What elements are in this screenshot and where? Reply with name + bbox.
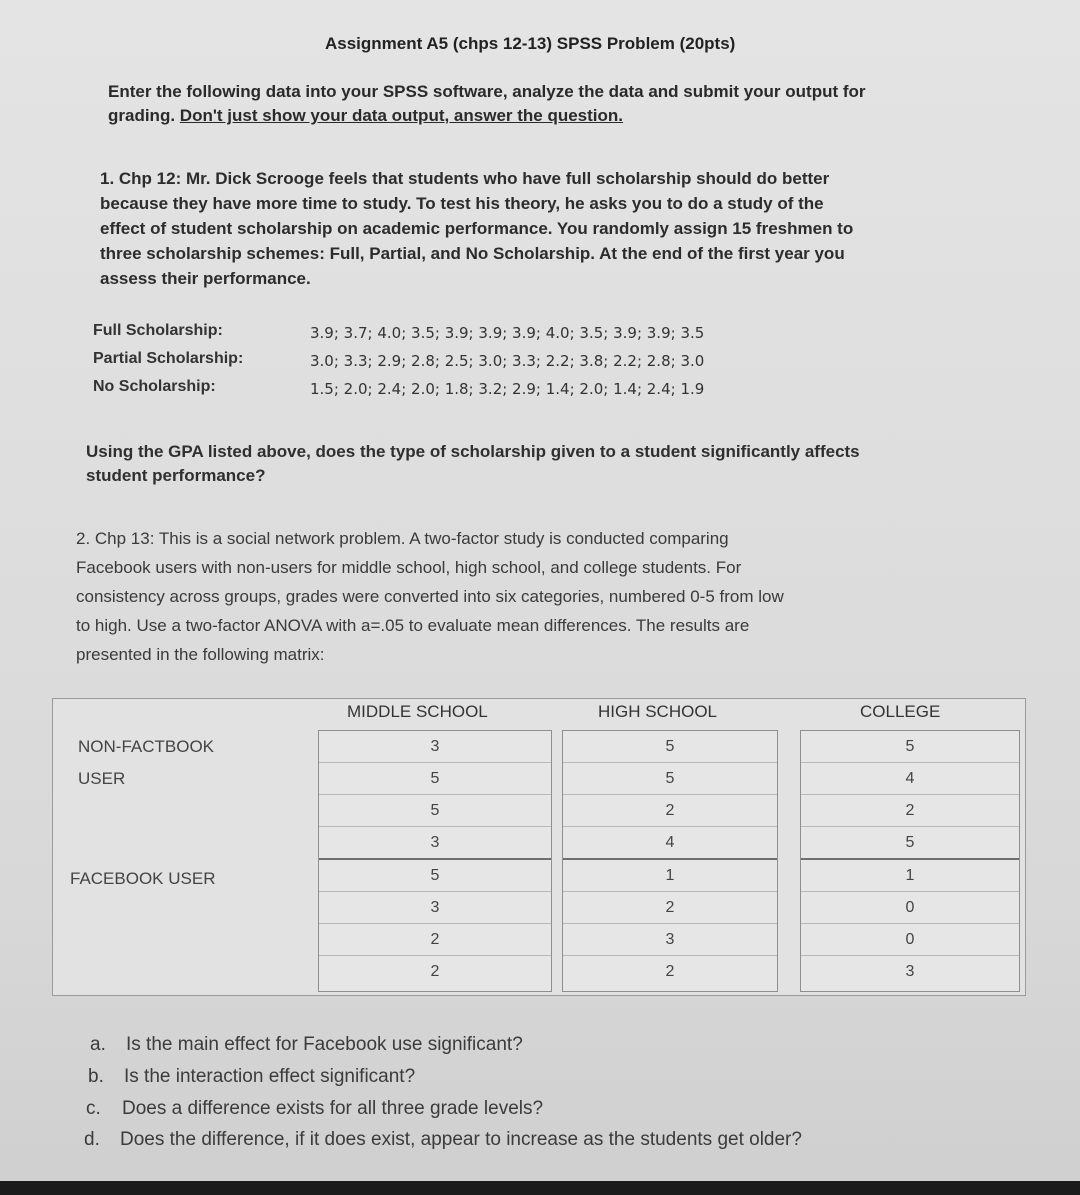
subquestion-b xyxy=(88,1066,1028,1088)
college-column xyxy=(800,730,1020,992)
table-cell: 3 xyxy=(905,963,915,980)
data-label: No Scholarship: xyxy=(93,378,216,395)
data-values: 1.5; 2.0; 2.4; 2.0; 1.8; 3.2; 2.9; 1.4; 2.0; 1.4; 2.4; 1.9 xyxy=(310,380,705,398)
q2-line: to high. Use a two-factor ANOVA with a=.05 to evaluate mean differences. The results are xyxy=(76,616,750,635)
data-values: 3.9; 3.7; 4.0; 3.5; 3.9; 3.9; 3.9; 4.0; 3.5; 3.9; 3.9; 3.5 xyxy=(310,324,705,342)
table-cell: 2 xyxy=(563,892,777,924)
q1-line: 1. Chp 12: Mr. Dick Scrooge feels that students who have full scholarship should do better xyxy=(100,169,830,188)
assignment-title: Assignment A5 (chps 12-13) SPSS Problem (20pts) xyxy=(325,34,736,53)
subquestion-letter: a. xyxy=(90,1034,106,1055)
row-header-line: USER xyxy=(78,769,126,788)
table-cell: 5 xyxy=(801,827,1019,860)
column-header-middle-school: MIDDLE SCHOOL xyxy=(347,702,488,721)
table-cell: 3 xyxy=(563,924,777,956)
row-header-line: NON-FACTBOOK xyxy=(78,737,215,756)
subquestion-letter: c. xyxy=(86,1098,101,1119)
data-values: 3.0; 3.3; 2.9; 2.8; 2.5; 3.0; 3.3; 2.2; 3.8; 2.2; 2.8; 3.0 xyxy=(310,352,705,370)
middle-school-column xyxy=(318,730,552,992)
table-cell: 0 xyxy=(801,924,1019,956)
q1-line: three scholarship schemes: Full, Partial, and No Scholarship. At the end of the first year you xyxy=(100,244,845,263)
row-header-non-facebook-user xyxy=(78,731,214,795)
q1-line: assess their performance. xyxy=(100,269,311,288)
table-cell: 3 xyxy=(319,731,551,763)
high-school-column xyxy=(562,730,778,992)
column-header-college: COLLEGE xyxy=(860,702,941,721)
table-cell: 5 xyxy=(319,860,551,892)
data-label: Full Scholarship: xyxy=(93,322,223,339)
subquestion-text: Is the main effect for Facebook use significant? xyxy=(126,1034,523,1055)
table-cell: 1 xyxy=(563,860,777,892)
table-cell: 2 xyxy=(563,795,777,827)
table-cell: 5 xyxy=(563,731,777,763)
table-cell: 5 xyxy=(563,763,777,795)
monitor-bezel xyxy=(0,1181,1080,1195)
table-cell: 3 xyxy=(319,827,551,860)
intro-underlined-note: Don't just show your data output, answer the question. xyxy=(179,106,624,125)
intro-line-2 xyxy=(108,104,988,128)
table-cell: 5 xyxy=(319,795,551,827)
table-cell: 0 xyxy=(801,892,1019,924)
q1-prompt-line: student performance? xyxy=(86,466,266,485)
column-header-high-school: HIGH SCHOOL xyxy=(598,702,718,721)
subquestion-letter: b. xyxy=(88,1066,104,1087)
question-2-text xyxy=(76,524,1006,669)
table-cell: 4 xyxy=(563,827,777,860)
table-cell: 4 xyxy=(801,763,1019,795)
row-header-facebook-user: FACEBOOK USER xyxy=(70,869,216,888)
q1-line: because they have more time to study. To test his theory, he asks you to do a study of the xyxy=(100,194,824,213)
table-cell: 2 xyxy=(665,963,675,980)
q2-line: Facebook users with non-users for middle school, high school, and college students. For xyxy=(76,558,742,577)
subquestion-a xyxy=(90,1034,1030,1056)
question-1-text xyxy=(100,166,980,291)
subquestion-text: Is the interaction effect significant? xyxy=(124,1066,416,1087)
table-cell: 5 xyxy=(319,763,551,795)
q2-line: 2. Chp 13: This is a social network problem. A two-factor study is conducted comparing xyxy=(76,529,729,548)
table-cell: 3 xyxy=(319,892,551,924)
intro-instructions xyxy=(108,80,988,128)
table-cell: 2 xyxy=(319,924,551,956)
table-cell: 5 xyxy=(801,731,1019,763)
question-1-prompt xyxy=(86,440,1006,488)
subquestion-text: Does the difference, if it does exist, appear to increase as the students get older? xyxy=(120,1129,802,1150)
subquestion-c xyxy=(86,1098,1026,1120)
table-cell: 2 xyxy=(801,795,1019,827)
q1-prompt-line: Using the GPA listed above, does the type of scholarship given to a student significantly affects xyxy=(86,442,860,461)
intro-line-1: Enter the following data into your SPSS software, analyze the data and submit your output for xyxy=(108,82,866,101)
subquestion-text: Does a difference exists for all three grade levels? xyxy=(122,1098,544,1119)
q1-line: effect of student scholarship on academic performance. You randomly assign 15 freshmen to xyxy=(100,219,854,238)
subquestion-letter: d. xyxy=(84,1129,100,1150)
subquestion-d xyxy=(84,1129,1024,1151)
q2-line: consistency across groups, grades were converted into six categories, numbered 0-5 from low xyxy=(76,587,784,606)
table-cell: 1 xyxy=(801,860,1019,892)
data-label: Partial Scholarship: xyxy=(93,350,244,367)
table-cell: 2 xyxy=(430,963,440,980)
intro-grading-text: grading. xyxy=(108,106,176,125)
q2-line: presented in the following matrix: xyxy=(76,645,325,664)
